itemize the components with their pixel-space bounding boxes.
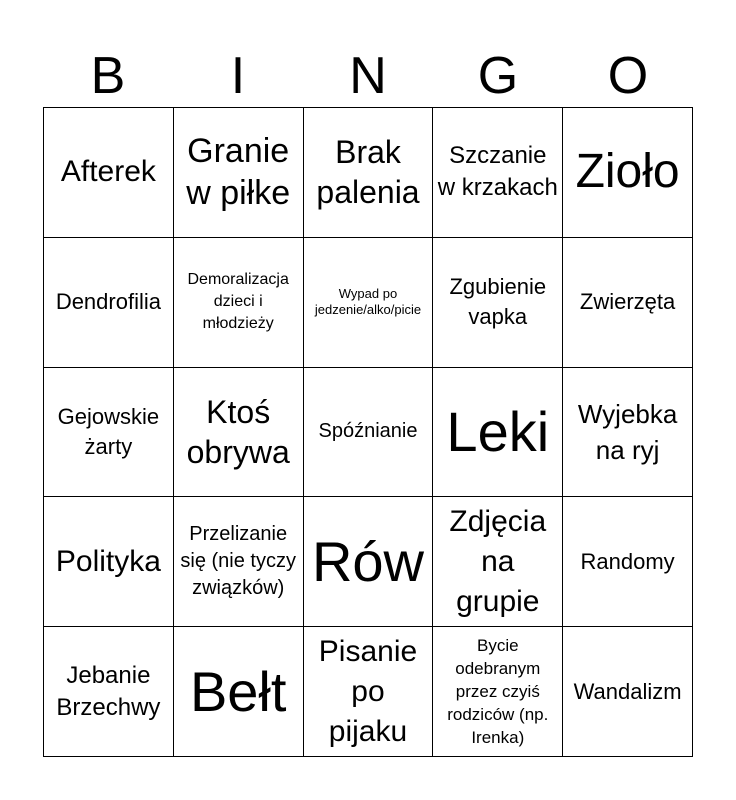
header-letter-g: G <box>477 47 519 105</box>
cell-text: Zioło <box>575 145 680 199</box>
bingo-cell[interactable] <box>304 108 434 238</box>
bingo-cell[interactable] <box>563 627 693 757</box>
cell-text: Ktoś obrywa <box>186 393 290 470</box>
bingo-cell[interactable] <box>174 368 304 498</box>
cell-text: Brak palenia <box>316 134 420 211</box>
bingo-cell[interactable] <box>433 627 563 757</box>
bingo-cell[interactable] <box>563 238 693 368</box>
cell-text: Demoralizacja dzieci i młodzieży <box>187 271 289 333</box>
bingo-cell[interactable] <box>304 497 434 627</box>
bingo-cell[interactable] <box>44 238 174 368</box>
bingo-cell[interactable] <box>174 497 304 627</box>
cell-text: Bełt <box>189 659 287 723</box>
bingo-cell[interactable] <box>44 497 174 627</box>
cell-text: Wypad po jedzenie/alko/picie <box>314 286 422 318</box>
cell-text: Spóźnianie <box>318 420 418 443</box>
cell-text: Wandalizm <box>573 678 682 704</box>
bingo-cell[interactable] <box>563 497 693 627</box>
cell-text: Pisanie po pijaku <box>318 634 418 748</box>
bingo-cell[interactable] <box>174 627 304 757</box>
header-letter-i: I <box>230 47 246 105</box>
bingo-cell[interactable] <box>304 368 434 498</box>
cell-text: Dendrofilia <box>55 289 161 315</box>
cell-text: Randomy <box>580 548 675 574</box>
bingo-grid <box>43 107 693 757</box>
cell-text: Leki <box>446 399 550 463</box>
bingo-cell[interactable] <box>44 108 174 238</box>
bingo-cell[interactable] <box>433 108 563 238</box>
bingo-cell[interactable] <box>433 497 563 627</box>
bingo-cell[interactable] <box>44 368 174 498</box>
bingo-cell[interactable] <box>174 108 304 238</box>
bingo-cell[interactable] <box>433 368 563 498</box>
bingo-cell[interactable] <box>304 627 434 757</box>
cell-text: Wyjebka na ryj <box>577 398 678 465</box>
cell-text: Szczanie w krzakach <box>437 142 558 202</box>
cell-text: Jebanie Brzechwy <box>56 661 161 721</box>
bingo-cell[interactable] <box>174 238 304 368</box>
bingo-cell[interactable] <box>433 238 563 368</box>
header-letter-b: B <box>90 47 126 105</box>
cell-text: Granie w piłke <box>186 132 291 213</box>
cell-text: Afterek <box>60 155 156 189</box>
cell-text: Zwierzęta <box>579 289 676 315</box>
cell-text: Rów <box>311 529 424 593</box>
header-letter-o: O <box>607 47 649 105</box>
cell-text: Przelizanie się (nie tyczy związków) <box>180 523 296 600</box>
bingo-cell[interactable] <box>563 368 693 498</box>
bingo-cell[interactable] <box>304 238 434 368</box>
cell-text: Zgubienie vapka <box>449 274 547 330</box>
bingo-header <box>43 44 693 108</box>
cell-text: Zdjęcia na grupie <box>449 504 547 618</box>
cell-text: Polityka <box>55 544 161 578</box>
header-letter-n: N <box>349 47 387 105</box>
cell-text: Bycie odebranym przez czyiś rodziców (np. Irenka) <box>447 636 549 748</box>
bingo-cell[interactable] <box>44 627 174 757</box>
cell-text: Gejowskie żarty <box>57 403 160 459</box>
bingo-cell[interactable] <box>563 108 693 238</box>
